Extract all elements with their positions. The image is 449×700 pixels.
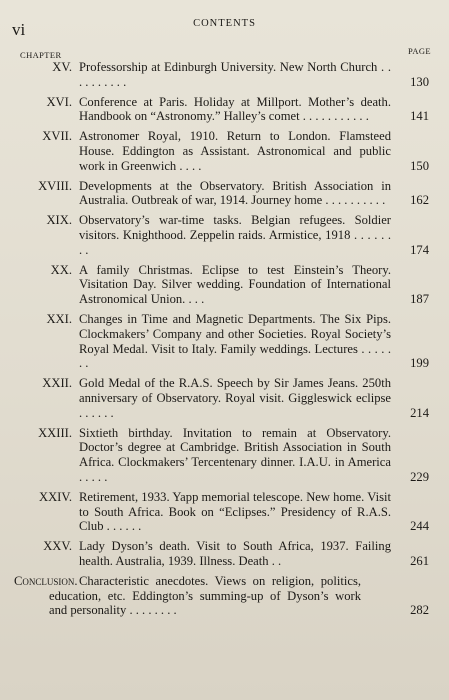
chapter-page: 174 [410, 242, 429, 257]
chapter-number: XXV. [43, 539, 72, 554]
contents-entry [0, 213, 449, 257]
chapter-number: XX. [50, 262, 72, 277]
contents-entry [0, 312, 449, 371]
chapter-page: 199 [410, 356, 429, 371]
chapter-description: A family Christmas. Eclipse to test Einstein’s Theory. Visitation Day. Silver wedding. Foundation of International Astronomical Union. . . . [79, 262, 391, 307]
contents-entry [0, 539, 449, 569]
chapter-description: Professorship at Edinburgh University. New North Church . . . . . . . . . . [79, 60, 391, 89]
contents-entry [0, 490, 449, 534]
chapter-page: 244 [410, 519, 429, 534]
contents-entry [0, 95, 449, 125]
chapter-number: XXIII. [38, 425, 72, 440]
chapter-description: Gold Medal of the R.A.S. Speech by Sir James Jeans. 250th anniversary of Observatory. Royal visit. Giggleswick eclipse . . . . . . [79, 376, 391, 420]
chapter-description: Retirement, 1933. Yapp memorial telescope. New home. Visit to South Africa. Book on “Eclipses.” Presidency of R.A.S. Club . . . . . . [79, 489, 391, 534]
chapter-page: 282 [410, 603, 429, 618]
chapter-page: 130 [410, 74, 429, 89]
chapter-page: 261 [410, 553, 429, 568]
contents-entry [0, 376, 449, 420]
chapter-description: Conference at Paris. Holiday at Millport. Mother’s death. Handbook on “Astronomy.” Halley’s comet . . . . . . . . . . . [79, 94, 391, 124]
page-number: vi [12, 20, 26, 39]
chapter-number: XV. [52, 60, 72, 74]
chapter-description: Observatory’s war-time tasks. Belgian refugees. Soldier visitors. Knighthood. Zeppelin raids. Armistice, 1918 . . . . . . . . [79, 213, 391, 257]
chapter-column-label: CHAPTER [20, 50, 62, 60]
chapter-number: Conclusion. [14, 573, 78, 588]
chapter-number: XXI. [46, 311, 72, 326]
chapter-page: 229 [410, 469, 429, 484]
running-head: CONTENTS [193, 18, 256, 29]
chapter-page: 150 [410, 158, 429, 173]
chapter-page: 187 [410, 292, 429, 307]
chapter-number: XVIII. [38, 178, 72, 193]
contents-entry [0, 426, 449, 485]
chapter-number: XVI. [46, 94, 72, 109]
chapter-number: XVII. [42, 129, 72, 144]
chapter-page: 214 [410, 405, 429, 420]
chapter-description: Astronomer Royal, 1910. Return to London. Flamsteed House. Eddington as Assistant. Astronomical and public work in Greenwich . . . . [79, 129, 391, 173]
chapter-description: Developments at the Observatory. British Association in Australia. Outbreak of war, 1914. Journey home . . . . . . . . . . [79, 178, 391, 208]
chapter-number: XXIV. [38, 489, 72, 504]
contents-entry [0, 60, 449, 90]
chapter-page: 162 [410, 193, 429, 208]
chapter-number: XIX. [46, 213, 72, 228]
contents-entry [0, 263, 449, 307]
chapter-description: Characteristic anecdotes. Views on religion, politics, education, etc. Eddington’s summing-up of Dyson’s work and personality . . . . . . . . [49, 573, 361, 618]
page-column-label: PAGE [407, 46, 431, 56]
contents-entry [0, 129, 449, 173]
chapter-description: Changes in Time and Magnetic Departments. The Six Pips. Clockmakers’ Company and other Societies. Royal Society’s Royal Medal. Visit to Italy. Family weddings. Lectures . . . . . . . [79, 311, 391, 371]
chapter-description: Sixtieth birthday. Invitation to remain at Observatory. Doctor’s degree at Cambridge. British Association in South Africa. Clockmakers’ Tercentenary dinner. I.A.U. in America . . . . . [79, 425, 391, 484]
chapter-number: XXII. [42, 376, 72, 391]
contents-entry-conclusion [0, 574, 449, 618]
contents-entry [0, 179, 449, 209]
contents-list [0, 60, 449, 623]
chapter-description: Lady Dyson’s death. Visit to South Africa, 1937. Failing health. Australia, 1939. Illness. Death . . [79, 539, 391, 568]
chapter-page: 141 [410, 109, 429, 124]
